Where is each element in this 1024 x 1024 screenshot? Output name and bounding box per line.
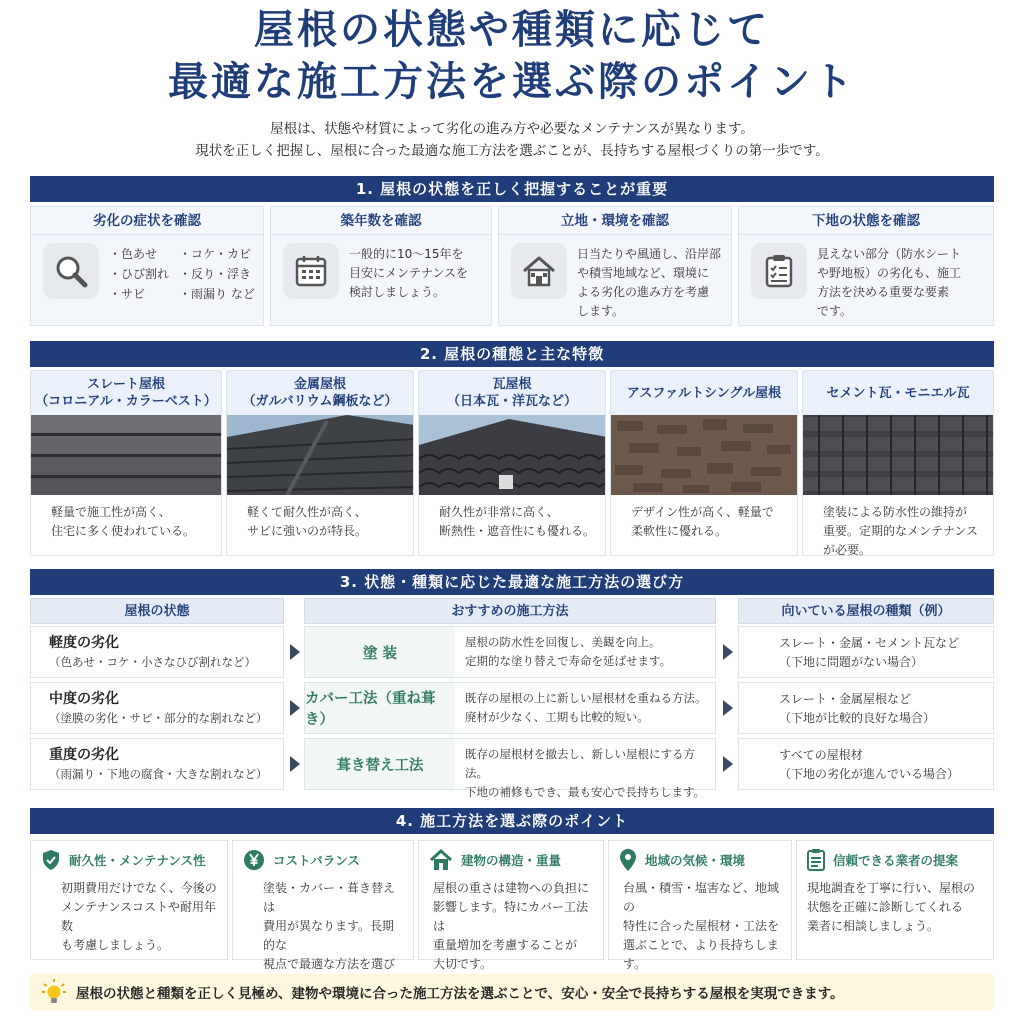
section3-heading: 3. 状態・種類に応じた最適な施工方法の選び方 [30,569,994,595]
fit-cell-medium [738,682,994,734]
text-line: 検討しましょう。 [349,285,446,299]
text-line: 特性に合った屋根材・工法を [623,919,780,933]
arrow-right-icon [290,644,300,660]
state-cell-medium [30,682,284,734]
s1-card-text [817,245,985,321]
roof-type-sub: （コロニアル・カラーベスト） [35,394,217,409]
state-name: 中度の劣化 [49,691,119,707]
text-line: デザイン性が高く、軽量で [631,505,774,519]
text-line: スレート・金属屋根など [779,692,912,706]
point-card-title [807,849,989,871]
metal-roof-photo [227,415,413,495]
house-icon [511,243,567,299]
location-pin-icon [619,848,637,872]
roof-card-title [611,371,797,415]
cement-roof-photo [803,415,993,495]
tile-roof-photo [419,415,605,495]
text-line: します。 [577,304,625,318]
roof-card-metal [226,370,414,556]
point-card-durability [30,840,228,960]
roof-type-sub: （ガルバリウム鋼板など） [242,394,398,409]
section4-heading: 4. 施工方法を選ぶ際のポイント [30,808,994,834]
state-detail: （塗膜の劣化・サビ・部分的な割れなど） [49,711,268,725]
roof-type-name: スレート屋根 [86,377,165,392]
point-card-title [619,849,787,871]
text-line: 既存の屋根材を撤去し、新しい屋根にする方法。 [465,747,695,780]
text-line: 廃材が少なく、工期も比較的短い。 [465,710,649,724]
text-line: も考慮しましょう。 [61,938,170,952]
text-line: 台風・積雪・塩害など、地域の [623,881,780,914]
s1-card-symptoms [30,206,264,326]
point-card-text [623,879,783,974]
text-line: 状態を正確に診断してくれる [807,900,964,914]
roof-type-name: 瓦屋根 [492,377,532,392]
page-title-line2: 最適な施工方法を選ぶ際のポイント [168,58,856,105]
method-name: 葺き替え工法 [305,739,455,789]
point-title-text: 信頼できる業者の提案 [833,853,959,868]
slate-roof-photo [31,415,221,495]
point-card-title [243,849,409,871]
text-line: 塗装・カバー・葺き替えは [263,881,396,914]
s1-card-title: 劣化の症状を確認 [31,207,263,235]
method-cell-painting [304,626,716,678]
state-detail: （色あせ・コケ・小さなひび割れなど） [49,655,256,669]
fit-cell-light [738,626,994,678]
symptom-item: ・色あせ [109,247,158,261]
text-line: 軽量で施工性が高く、 [51,505,171,519]
text-line: よる劣化の進み方を考慮 [577,285,710,299]
text-line: 下地の補修もでき、最も安心で長持ちします。 [465,785,706,799]
roof-type-name: アスファルトシングル屋根 [626,385,782,401]
lightbulb-icon [42,979,66,1005]
arrow-right-icon [723,700,733,716]
point-card-contractor [796,840,994,960]
page-title-line1: 屋根の状態や種類に応じて [254,6,770,53]
point-card-text [61,879,219,955]
footer-text: 屋根の状態と種類を正しく見極め、建物や環境に合った施工方法を選ぶことで、安心・安全で長持ちする屋根を実現できます。 [76,986,844,1002]
intro-line1: 屋根は、状態や材質によって劣化の進み方や必要なメンテナンスが異なります。 [270,121,754,137]
roof-card-desc [419,495,605,541]
state-name: 軽度の劣化 [49,635,119,651]
method-name: カバー工法（重ね葺き） [305,683,455,733]
text-line: 住宅に多く使われている。 [51,524,196,538]
text-line: 耐久性が非常に高く、 [439,505,559,519]
symptom-item: ・雨漏り など [179,287,255,301]
calendar-icon [283,243,339,299]
asphalt-roof-photo [611,415,797,495]
text-line: 軽くて耐久性が高く、 [247,505,367,519]
s1-card-text [349,245,483,302]
col-header-fit: 向いている屋根の種類（例） [738,598,994,624]
state-cell-severe [30,738,284,790]
point-title-text: 地域の気候・環境 [645,853,746,868]
text-line: や野地板）の劣化も、施工 [817,266,962,280]
point-card-text [807,879,985,936]
point-title-text: コストバランス [273,853,360,868]
text-line: 日当たりや風通し、沿岸部 [577,247,722,261]
shield-check-icon [41,849,61,871]
text-line: 業者に相談しましょう。 [807,919,940,933]
text-line: 断熱性・遮音性にも優れる。 [439,524,596,538]
method-cell-reroof [304,738,716,799]
text-line: 重量増加を考慮することが [433,938,578,952]
point-title-text: 耐久性・メンテナンス性 [69,853,206,868]
text-line: や積雪地域など、環境に [577,266,710,280]
text-line: 費用が異なります。長期的な [263,919,395,952]
arrow-right-icon [723,756,733,772]
method-desc [465,689,707,727]
text-line: です。 [817,304,853,318]
text-line: （下地に問題がない場合） [779,655,924,669]
symptom-item: ・コケ・カビ [179,247,252,261]
roof-card-tile [418,370,606,556]
symptom-item: ・ひび割れ [109,267,170,281]
text-line: 既存の屋根の上に新しい屋根材を重ねる方法。 [465,691,707,705]
text-line: 定期的な塗り替えで寿命を延ばせます。 [465,654,672,668]
arrow-right-icon [290,756,300,772]
s1-card-age [270,206,492,326]
text-line: 影響します。特にカバー工法は [433,900,589,933]
roof-type-name: セメント瓦・モニエル瓦 [826,385,970,401]
s1-card-environment [498,206,732,326]
point-card-cost [232,840,414,971]
roof-card-slate [30,370,222,556]
method-name: 塗 装 [305,627,455,677]
point-card-climate [608,840,792,971]
text-line: 現地調査を丁寧に行い、屋根の [807,881,976,895]
section1-heading: 1. 屋根の状態を正しく把握することが重要 [30,176,994,202]
s1-card-title: 下地の状態を確認 [739,207,993,235]
roof-card-desc [227,495,413,541]
s1-card-base [738,206,994,326]
text-line: 屋根の防水性を回復し、美観を向上。 [465,635,661,649]
text-line: 選ぶことで、より長持ちします。 [623,938,779,971]
roof-card-title [803,371,993,415]
roof-card-desc [611,495,797,541]
magnifier-icon [43,243,99,299]
clipboard-icon [751,243,807,299]
house-icon [429,849,453,871]
s1-card-title: 立地・環境を確認 [499,207,731,235]
state-detail: （雨漏り・下地の腐食・大きな割れなど） [49,767,268,781]
roof-card-title [227,371,413,415]
symptom-list [109,245,255,304]
text-line: 初期費用だけでなく、今後の [61,881,217,895]
text-line: （下地が比較的良好な場合） [779,711,936,725]
text-line: 方法を決める重要な要素 [817,285,950,299]
text-line: 見えない部分（防水シート [817,247,962,261]
col-header-state: 屋根の状態 [30,598,284,624]
text-line: 目安にメンテナンスを [349,266,469,280]
arrow-right-icon [290,700,300,716]
text-line: 重要。定期的なメンテナンス [823,524,979,538]
text-line: メンテナンスコストや耐用年数 [61,900,217,933]
roof-type-name: 金属屋根 [293,377,346,392]
fit-cell-severe [738,738,994,790]
roof-card-desc [31,495,221,541]
text-line: 塗装による防水性の維持が [823,505,968,519]
text-line: 柔軟性に優れる。 [631,524,728,538]
method-desc [465,745,715,802]
state-cell-light [30,626,284,678]
point-card-title [429,849,599,871]
point-card-text [433,879,595,974]
yen-coin-icon [243,849,265,871]
roof-card-title [419,371,605,415]
intro-line2: 現状を正しく把握し、屋根に合った最適な施工方法を選ぶことが、長持ちする屋根づくりの第一歩です。 [195,143,829,159]
document-icon [807,849,825,871]
method-desc [465,633,671,671]
point-card-title [41,849,223,871]
symptom-item: ・サビ [109,287,146,301]
method-cell-cover [304,682,716,734]
section2-heading: 2. 屋根の種態と主な特徴 [30,341,994,367]
text-line: （下地の劣化が進んでいる場合） [779,767,960,781]
s1-card-text [577,245,723,321]
footer-summary [30,974,994,1010]
text-line: 大切です。 [433,957,493,971]
text-line: すべての屋根材 [779,748,863,762]
roof-type-sub: （日本瓦・洋瓦など） [446,394,577,409]
text-line: 一般的に10〜15年を [349,247,464,261]
text-line: 屋根の重さは建物への負担に [433,881,590,895]
point-title-text: 建物の構造・重量 [461,853,562,868]
symptom-item: ・反り・浮き [179,267,252,281]
text-line: サビに強いのが特長。 [247,524,368,538]
s1-card-title: 築年数を確認 [271,207,491,235]
roof-card-cement [802,370,994,556]
roof-card-title [31,371,221,415]
state-name: 重度の劣化 [49,747,119,763]
text-line: が必要。 [823,543,872,557]
roof-card-desc [803,495,993,560]
roof-card-asphalt [610,370,798,556]
text-line: 視点で最適な方法を選び [263,957,396,971]
point-card-structure [418,840,604,971]
arrow-right-icon [723,644,733,660]
text-line: スレート・金属・セメント瓦など [779,636,960,650]
col-header-method: おすすめの施工方法 [304,598,716,624]
